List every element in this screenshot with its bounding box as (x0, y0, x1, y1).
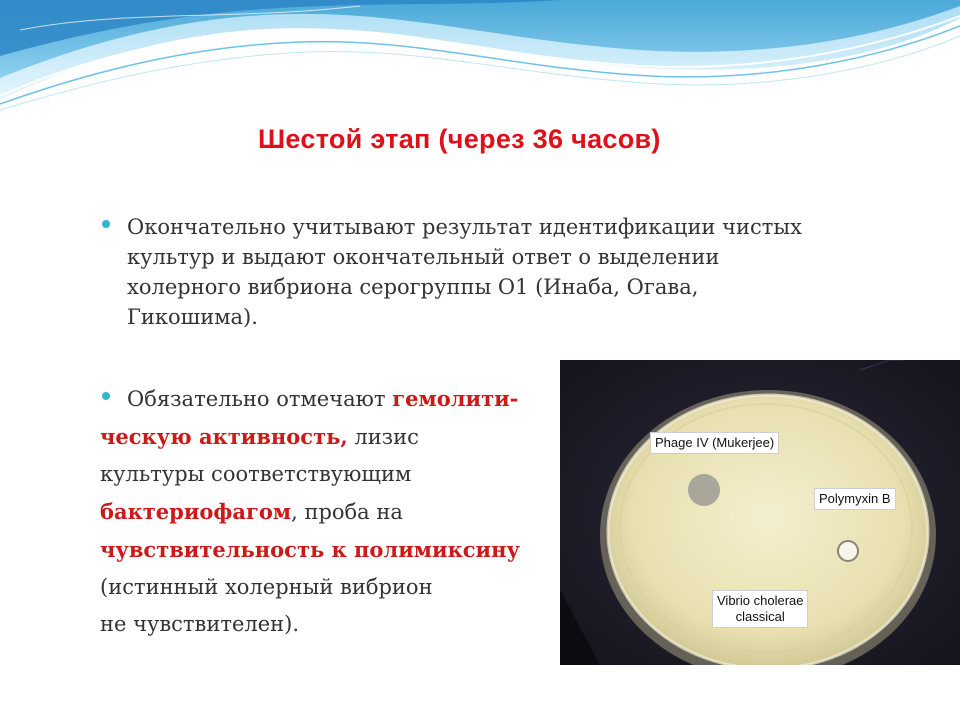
paragraph-line: (истинный холерный вибрион (100, 575, 433, 599)
label-polymyxin: Polymyxin B (814, 488, 896, 510)
paragraph-line: Окончательно учитывают результат идентификации чистых (127, 215, 802, 239)
paragraph-line (100, 380, 560, 418)
paragraph-line: культур и выдают окончательный ответ о выделении (127, 245, 720, 269)
bullet-paragraph-hemolysis (100, 380, 560, 643)
bullet-icon (102, 220, 110, 228)
label-vibrio-line: classical (735, 609, 785, 624)
paragraph-line: холерного вибриона серогруппы О1 (Инаба, Огава, (127, 275, 699, 299)
paragraph-line (100, 531, 560, 569)
highlight-text: бактериофагом (100, 499, 292, 524)
paragraph-line (100, 493, 560, 531)
petri-dish-photo (560, 360, 960, 665)
paragraph-line: Гикошима). (127, 305, 258, 329)
highlight-text: чувствительность к полимиксину (100, 537, 520, 562)
text-run: , проба на (291, 500, 403, 524)
highlight-text: ческую активность, (100, 424, 348, 449)
paragraph-line: культуры соответствующим (100, 462, 412, 486)
highlight-text: гемолити- (392, 386, 519, 411)
label-phage: Phage IV (Mukerjee) (650, 432, 779, 454)
label-vibrio-line: Vibrio cholerae (717, 593, 804, 608)
label-vibrio (712, 590, 808, 628)
text-run: лизис (347, 425, 419, 449)
text-run: Обязательно отмечают (127, 387, 393, 411)
slide-title: Шестой этап (через 36 часов) (258, 124, 661, 154)
paragraph-line (100, 418, 560, 456)
paragraph-line: не чувствителен). (100, 612, 300, 636)
bullet-paragraph-identification (127, 212, 907, 332)
header-wave-decoration (0, 0, 960, 115)
